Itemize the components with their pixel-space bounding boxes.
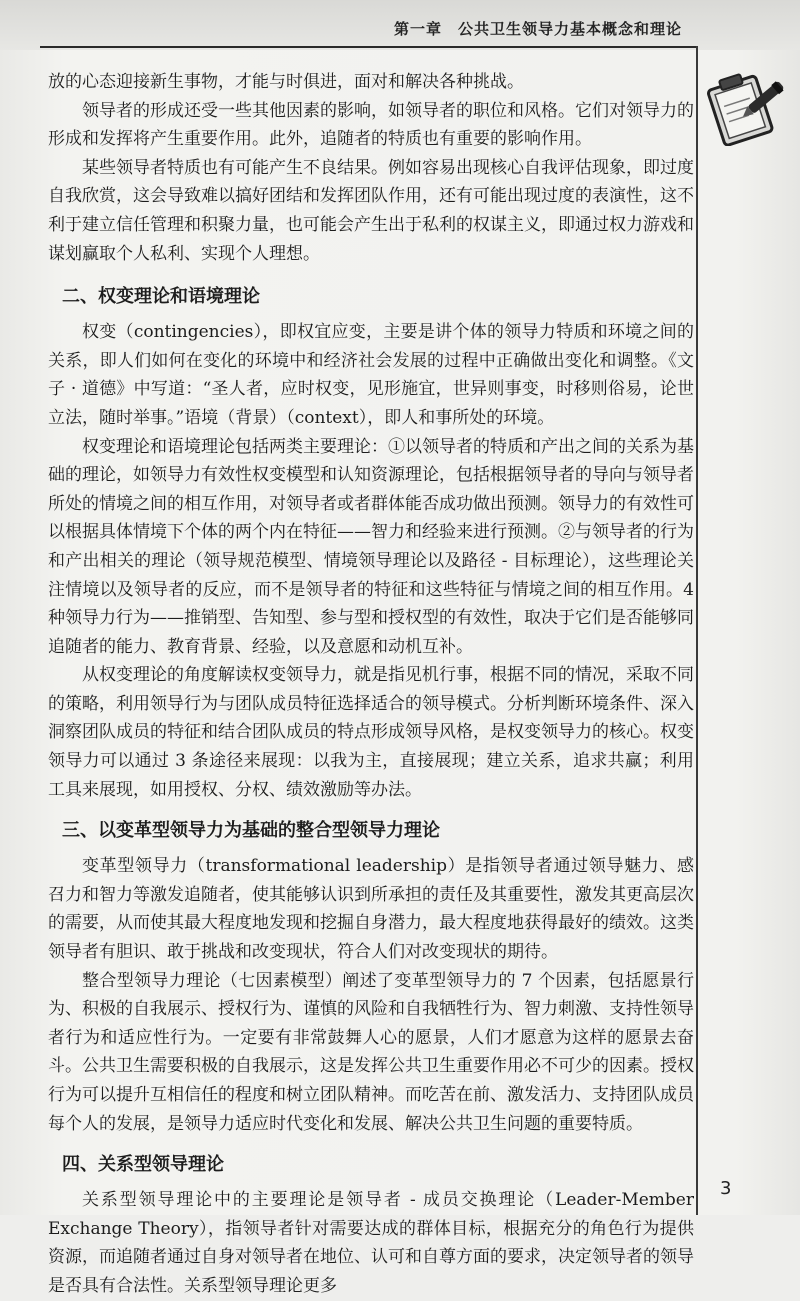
section-heading: 三、以变革型领导力为基础的整合型领导力理论 — [62, 820, 440, 842]
margin-rule — [696, 46, 698, 1215]
paragraph: 从权变理论的角度解读权变领导力，就是指见机行事，根据不同的情况，采取不同的策略，利用领导行为与团队成员特征选择适合的领导模式。分析判断环境条件、深入洞察团队成员的特征和结合团队成员的特点形成领导风格，是权变领导力的核心。权变领导力可以通过 3 条途径来展现：以我为主，直接展现；建立关系，追求共赢；利用工具来展现，如用授权、分权、绩效激励等办法。 — [48, 665, 694, 800]
clipboard-pen-icon — [700, 62, 790, 146]
section-heading: 二、权变理论和语境理论 — [62, 286, 260, 308]
page-body — [48, 68, 694, 1301]
paragraph: 整合型领导力理论（七因素模型）阐述了变革型领导力的 7 个因素，包括愿景行为、积极的自我展示、授权行为、谨慎的风险和自我牺牲行为、智力刺激、支持性领导者行为和适应性行为。一定要有非常鼓舞人心的愿景，人们才愿意为这样的愿景去奋斗。公共卫生需要积极的自我展示，这是发挥公共卫生重要作用必不可少的因素。授权行为可以提升互相信任的程度和树立团队精神。而吃苦在前、激发活力、支持团队成员每个人的发展，是领导力适应时代变化和发展、解决公共卫生问题的重要特质。 — [48, 970, 694, 1134]
paragraph: 关系型领导理论中的主要理论是领导者 - 成员交换理论（Leader-Member Exchange Theory），指领导者针对需要达成的群体目标，根据充分的角色行为提供资源，而追随者通过自身对领导者在地位、认可和自尊方面的要求，决定领导者的领导是否具有合法性。关系型领导理论更多 — [48, 1190, 694, 1296]
section-heading: 四、关系型领导理论 — [62, 1154, 224, 1176]
paragraph: 领导者的形成还受一些其他因素的影响，如领导者的职位和风格。它们对领导力的形成和发挥将产生重要作用。此外，追随者的特质也有重要的影响作用。 — [48, 100, 694, 150]
paragraph: 变革型领导力（transformational leadership）是指领导者通过领导魅力、感召力和智力等激发追随者，使其能够认识到所承担的责任及其重要性，激发其更高层次的需要，从而使其最大程度地发现和挖掘自身潜力，最大程度地获得最好的绩效。这类领导者有胆识、敢于挑战和改变现状，符合人们对改变现状的期待。 — [48, 856, 694, 963]
paragraph: 某些领导者特质也有可能产生不良结果。例如容易出现核心自我评估现象，即过度自我欣赏，这会导致难以搞好团结和发挥团队作用，还有可能出现过度的表演性，这不利于建立信任管理和积聚力量，也可能会产生出于私利的权谋主义，即通过权力游戏和谋划赢取个人私利、实现个人理想。 — [48, 157, 694, 264]
page-number: 3 — [720, 1178, 732, 1199]
paragraph: 权变（contingencies），即权宜应变，主要是讲个体的领导力特质和环境之间的关系，即人们如何在变化的环境中和经济社会发展的过程中正确做出变化和调整。《文子 · 道德》中写道：“圣人者，应时权变，见形施宜，世异则事变，时移则俗易，论世立法，随时举事。”语境（背景）（context），即人和事所处的环境。 — [48, 322, 694, 428]
header-rule — [40, 46, 696, 48]
paragraph: 权变理论和语境理论包括两类主要理论：①以领导者的特质和产出之间的关系为基础的理论，如领导力有效性权变模型和认知资源理论，包括根据领导者的导向与领导者所处的情境之间的相互作用，对领导者或者群体能否成功做出预测。领导力的有效性可以根据具体情境下个体的两个内在特征——智力和经验来进行预测。②与领导者的行为和产出相关的理论（领导规范模型、情境领导理论以及路径 - 目标理论），这些理论关注情境以及领导者的反应，而不是领导者的特征和这些特征与情境之间的相互作用。4 种领导力行为——推销型、告知型、参与型和授权型的有效性，取决于它们是否能够同追随者的能力、教育背景、经验，以及意愿和动机互补。 — [48, 436, 694, 657]
running-header — [0, 0, 800, 50]
chapter-title: 第一章 公共卫生领导力基本概念和理论 — [393, 20, 682, 38]
paragraph: 放的心态迎接新生事物，才能与时俱进，面对和解决各种挑战。 — [48, 72, 524, 92]
